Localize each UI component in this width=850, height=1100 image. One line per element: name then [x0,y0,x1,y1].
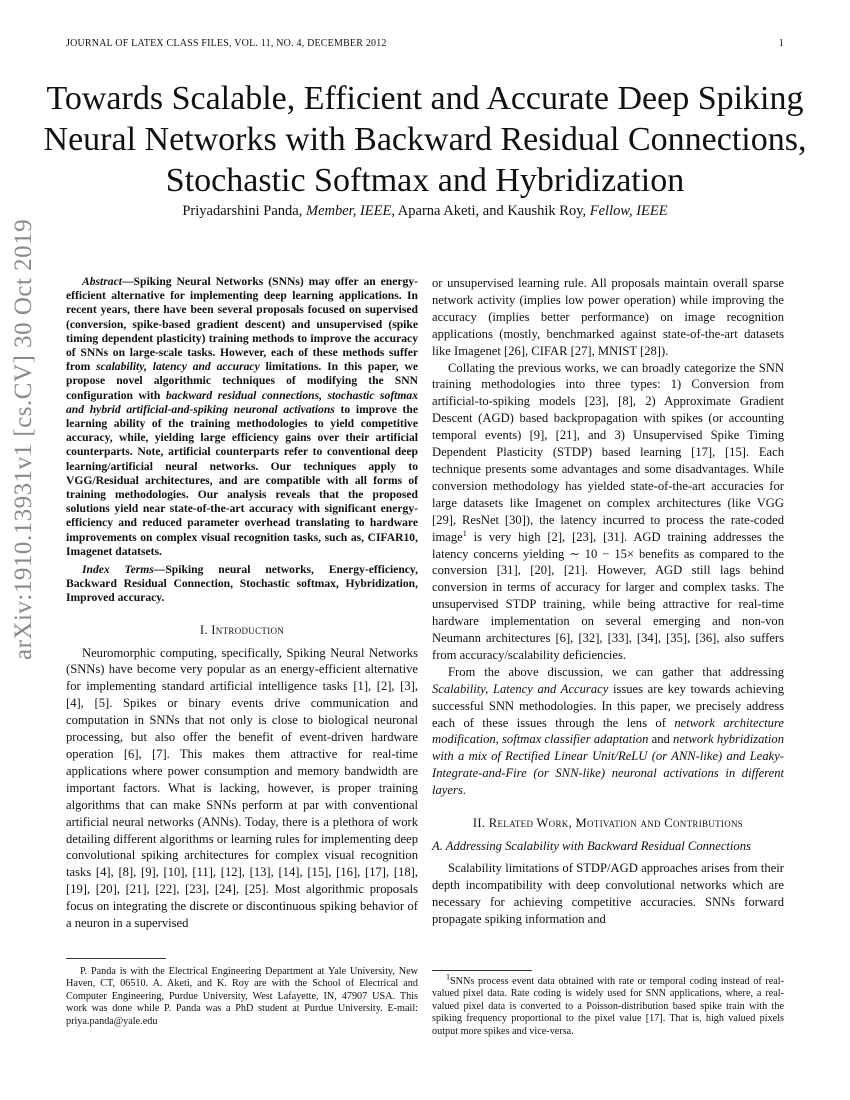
intro-p3-text-d: . [462,783,466,798]
subsection-heading: A. Addressing Scalability with Backward Residual Connections [432,839,751,853]
section-title: Related Work, Motivation and Contributions [488,816,744,831]
author-1: Priyadarshini Panda, [182,203,306,219]
intro-p3-emphasis-2: network architecture modification, softmax classifier adaptation [432,715,784,747]
footnote-marker[interactable]: 1 [462,528,467,538]
abstract-emphasis-2: backward residual connections, stochastic softmax and hybrid artificial-and-spiking neuronal activations [66,388,419,416]
author-3-role: Fellow, IEEE [589,203,668,219]
abstract-emphasis-1: scalability, latency and accuracy [96,360,260,374]
journal-name: JOURNAL OF LATEX CLASS FILES, VOL. 11, NO. 4, DECEMBER 2012 [66,38,387,49]
right-column [432,275,784,928]
related-work-paragraph-1: Scalability limitations of STDP/AGD approaches arises from their depth incompatibility with deep convolutional networks which are necessary for achieving competitive accuracies. SNNs forward propagate spiking information and [432,860,784,926]
affiliation-footnote [66,966,418,1028]
footnote-rule-right [432,970,532,971]
intro-p3-text-b: issues are key towards achieving successful SNN methodologies. In this paper, we precisely address each of these issues through the lens of [432,681,784,730]
section-title: Introduction [211,622,285,637]
page-number: 1 [778,38,784,49]
paper-title: Towards Scalable, Efficient and Accurate Deep Spiking Neural Networks with Backward Residual Connections, Stochastic Softmax and Hybridization [43,80,807,199]
abstract [66,275,418,559]
section-heading-introduction [66,622,418,639]
author-list [40,203,810,220]
intro-p2-text-b: is very high [2], [23], [31]. AGD training addresses the latency concerns yielding ∼ 10 − 15× benefits as compared to the conversion [31], [20], [21]. However, AGD still lags behind conversion in terms of accuracy for larger and complex tasks. The unsupervised STDP training, while being attractive for real-time hardware implementation on several emerging and non-von Neumann architectures [6], [32], [33], [34], [35], [36], also suffers from accuracy/scalability deficiencies. [432,529,784,662]
footnote-1 [432,972,784,1038]
index-terms-label: Index Terms [82,563,154,577]
section-numeral: II. [472,816,489,831]
arxiv-identifier[interactable]: arXiv:1910.13931v1 [cs.CV] 30 Oct 2019 [10,218,37,660]
author-1-role: Member, IEEE [306,203,392,219]
intro-p2-text-a: Collating the previous works, we can broadly categorize the SNN training methodologies into three types: 1) Conversion from artificial-to-spiking models [23], [8], 2) Approximate Gradient Descent (AGD) based backpropagation with spikes (or accounting temporal events) [9], [21], and 3) Unsupervised Spike Timing Dependent Plasticity (STDP) based learning [17], [15]. Each technique presents some advantages and some disadvantages. While conversion methodology has yielded state-of-the-art accuracies for large datasets like Imagenet on complex architectures (like VGG [29], ResNet [30]), the latency incurred to process the rate-coded image [432,360,784,544]
intro-paragraph-3 [432,664,784,799]
intro-p3-emphasis-3: network hybridization with a mix of Rectified Linear Unit/ReLU (or ANN-like) and Leaky-Integrate-and-Fire (or SNN-like) neuronal activations in different layers [432,732,785,798]
intro-paragraph-1: Neuromorphic computing, specifically, Spiking Neural Networks (SNNs) have become very popular as an energy-efficient alternative for implementing standard artificial intelligence tasks [1], [2], [3], [4], [5]. Spikes or binary events drive communication and computation in SNNs that not only is close to biological neuronal processing, but also offer the benefit of event-driven hardware operation [6], [7]. This makes them attractive for real-time applications where power consumption and memory bandwidth are important factors. What is lacking, however, is proper training algorithms that can make SNNs perform at par with conventional artificial neural networks (ANNs). Today, there is a plethora of work detailing different algorithms or learning rules for implementing deep convolutional spiking architectures for complex visual recognition tasks [4], [8], [9], [10], [11], [12], [13], [14], [15], [16], [17], [18], [19], [20], [21], [22], [23], [24], [25]. Most algorithmic proposals focus on integrating the discrete or discontinuous spiking behavior of a neuron in a supervised [66,645,418,931]
footnote-1-mark: 1 [446,972,450,982]
intro-p3-text-a: From the above discussion, we can gather that addressing [448,664,784,679]
section-numeral: I. [199,622,212,637]
index-terms [66,563,418,606]
abstract-label: Abstract [82,275,122,288]
intro-paragraph-1-continued: or unsupervised learning rule. All proposals maintain overall sparse network activity (implies low power operation) while improving the accuracy (implies better performance) on image recognition applications (mostly, benchmarked against state-of-the-art datasets like Imagenet [26], CIFAR [27], MNIST [28]). [432,276,784,358]
footnote-1-text [432,972,784,1038]
abstract-text-3: to improve the learning ability of the training methodologies to yield competitive accuracy, while, yielding large efficiency gains over their artificial counterparts. Note, artificial counterparts refer to conventional deep learning/artificial neural networks. Our techniques apply to VGG/Residual architectures, and are compatible with all forms of training methodologies. Our analysis reveals that the proposed solutions yield near state-of-the-art accuracy with significant energy-efficiency and reduced parameter overhead translating to hardware improvements on complex visual recognition tasks, such as, CIFAR10, Imagenet datatsets. [66,402,418,558]
abstract-text-2: limitations. In this paper, we propose novel algorithmic techniques of modifying the SNN configuration with [66,360,418,402]
running-head [66,38,784,49]
footnote-rule-left [66,958,166,959]
index-terms-text: —Spiking neural networks, Energy-efficiency, Backward Residual Connection, Stochastic softmax, Hybridization, Improved accuracy. [66,563,418,605]
abstract-text-1: —Spiking Neural Networks (SNNs) may offer an energy-efficient alternative for implementing deep learning applications. In recent years, there have been several proposals focused on supervised (conversion, spike-based gradient descent) and unsupervised (spike timing dependent plasticity) training methods to improve the accuracy of SNNs on large-scale tasks. However, each of these methods suffer from [66,275,418,374]
intro-p3-emphasis-1: Scalability, Latency and Accuracy [432,681,609,696]
intro-paragraph-2 [432,360,784,664]
section-heading-related-work [432,815,784,832]
left-column [66,275,418,932]
affiliation-text: P. Panda is with the Electrical Engineering Department at Yale University, New Haven, CT, 06510. A. Aketi, and K. Roy are with the School of Electrical and Computer Engineering, Purdue University, West Lafayette, IN, 47907 USA. This work was done while P. Panda was a PhD student at Purdue University. E-mail: priya.panda@yale.edu [66,966,418,1027]
footnote-1-body: SNNs process event data obtained with rate or temporal coding instead of real-valued pixel data. Rate coding is widely used for SNN applications, where, a real-valued pixel data is converted to a Poisson-distribution based spike train with the spiking frequency proportional to the pixel value [17]. That is, high valued pixels output more spikes and vice-versa. [432,976,784,1037]
authors-rest: , Aparna Aketi, and Kaushik Roy, [391,203,590,219]
intro-p3-text-c: and [648,732,674,747]
